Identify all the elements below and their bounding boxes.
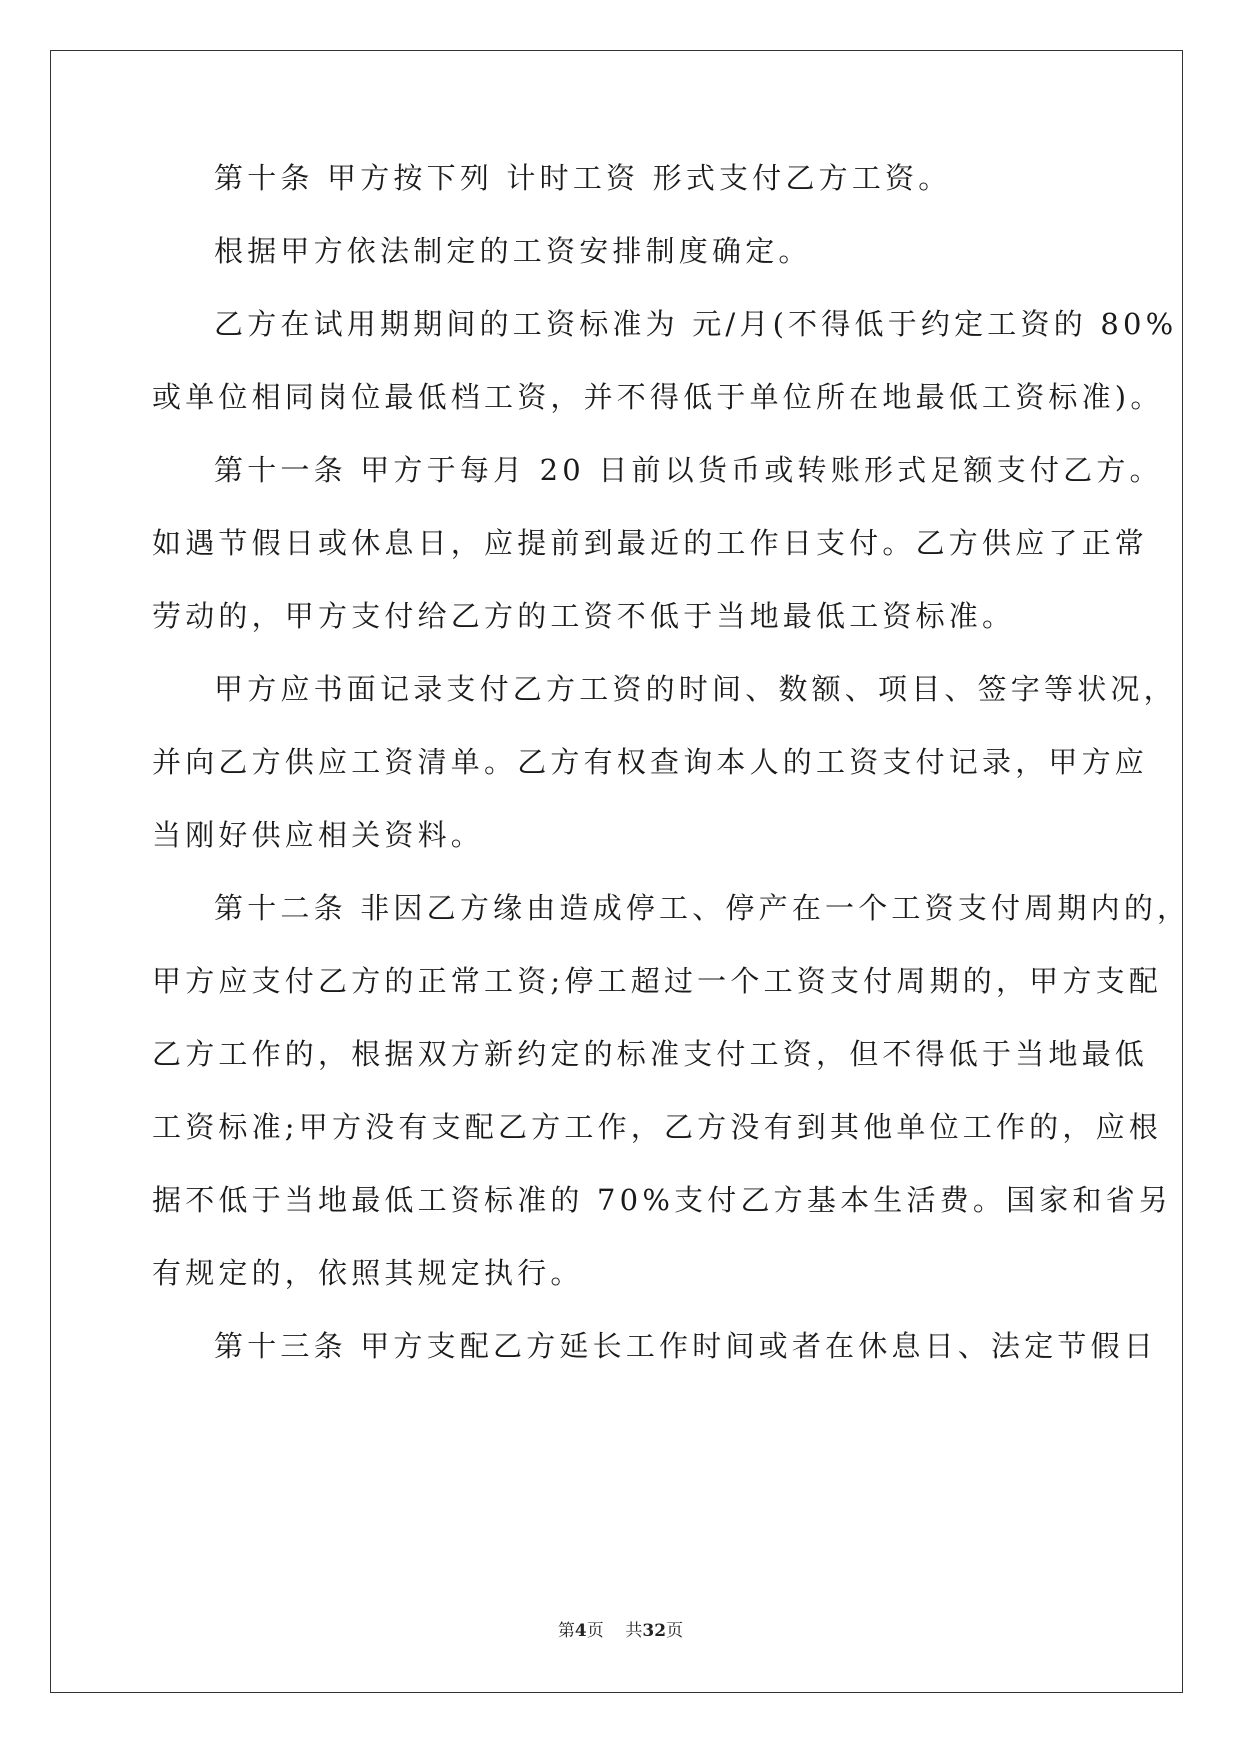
text-line: 工资标准;甲方没有支配乙方工作，乙方没有到其他单位工作的，应根	[152, 1110, 1162, 1144]
text-line: 乙方工作的，根据双方新约定的标准支付工资，但不得低于当地最低	[152, 1037, 1149, 1071]
text-line: 并向乙方供应工资清单。乙方有权查询本人的工资支付记录，甲方应	[152, 745, 1149, 779]
text-line: 如遇节假日或休息日，应提前到最近的工作日支付。乙方供应了正常	[152, 526, 1149, 560]
total-pages-number: 32	[642, 1621, 667, 1641]
footer-prefix: 第	[557, 1621, 575, 1641]
text-line: 乙方在试用期期间的工资标准为 元/月(不得低于约定工资的 80%	[214, 307, 1178, 341]
text-line: 根据甲方依法制定的工资安排制度确定。	[214, 234, 812, 268]
text-line: 据不低于当地最低工资标准的 70%支付乙方基本生活费。国家和省另	[152, 1183, 1173, 1217]
text-line: 甲方应书面记录支付乙方工资的时间、数额、项目、签字等状况，	[214, 672, 1177, 706]
current-page-number: 4	[574, 1621, 587, 1641]
text-line: 第十三条 甲方支配乙方延长工作时间或者在休息日、法定节假日	[214, 1329, 1158, 1363]
text-line: 第十二条 非因乙方缘由造成停工、停产在一个工资支付周期内的，	[214, 891, 1191, 925]
page-footer	[0, 1616, 1241, 1641]
text-line: 劳动的，甲方支付给乙方的工资不低于当地最低工资标准。	[152, 599, 1016, 633]
text-line: 第十条 甲方按下列 计时工资 形式支付乙方工资。	[214, 161, 952, 195]
text-line: 甲方应支付乙方的正常工资;停工超过一个工资支付周期的，甲方支配	[152, 964, 1162, 998]
text-line: 当刚好供应相关资料。	[152, 818, 485, 852]
footer-middle: 页 共	[586, 1621, 643, 1641]
footer-suffix: 页	[666, 1621, 684, 1641]
text-line: 或单位相同岗位最低档工资，并不得低于单位所在地最低工资标准)。	[152, 380, 1164, 414]
text-line: 第十一条 甲方于每月 20 日前以货币或转账形式足额支付乙方。	[214, 453, 1163, 487]
text-line: 有规定的，依照其规定执行。	[152, 1256, 584, 1290]
page-border	[50, 50, 1183, 1693]
